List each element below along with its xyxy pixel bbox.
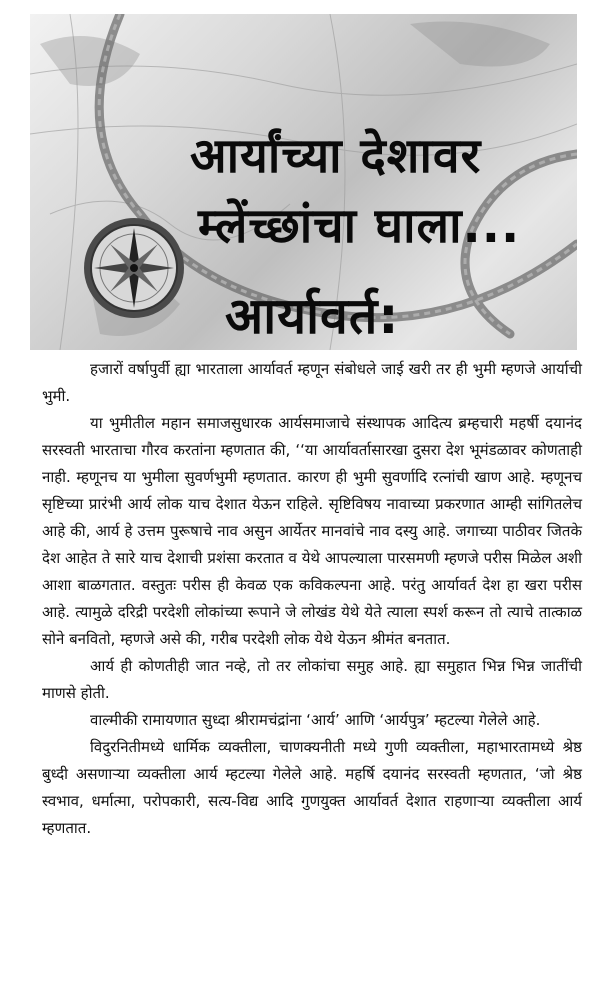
headline-line-2: म्लेंच्छांचा घाला... xyxy=(198,198,521,254)
paragraph-2: या भुमीतील महान समाजसुधारक आर्यसमाजाचे संस्थापक आदित्य ब्रम्हचारी महर्षी दयानंद सरस्वती भारताचा गौरव करतांना म्हणतात की, ‘‘या आर्यावर्तासारखा दुसरा देश भूमंडळावर कोणताही नाही. म्हणूनच या भुमीला सुवर्णभुमी म्हणतात. कारण ही भुमी सुवर्णादि रत्नांची खाण आहे. म्हणूनच सृष्टिच्या प्रारंभी आर्य लोक याच देशात येऊन राहिले. सृष्टिविषय नावाच्या प्रकरणात आम्ही सांगितलेच आहे की, आर्य हे उत्तम पुरूषाचे नाव असुन आर्येतर मानवांचे नाव दस्यु आहे. जगाच्या पाठीवर जितके देश आहेत ते सारे याच देशाची प्रशंसा करतात व येथे आपल्याला पारसमणी म्हणजे परीस मिळेल अशी आशा बाळगतात. वस्तुतः परीस ही केवळ एक कविकल्पना आहे. परंतु आर्यावर्त देश हा खरा परीस आहे. त्यामुळे दरिद्री परदेशी लोकांच्या रूपाने जे लोखंड येथे येते त्याला स्पर्श करून तो त्याचे तात्काळ सोने बनवितो, म्हणजे असे की, गरीब परदेशी लोक येथे येऊन श्रीमंत बनतात. xyxy=(42,414,582,648)
article-body xyxy=(42,356,582,842)
banner-image xyxy=(30,14,577,350)
headline-line-1: आर्यांच्या देशावर xyxy=(190,128,482,184)
paragraph-4: वाल्मीकी रामायणात सुध्दा श्रीरामचंद्रांना ‘आर्य’ आणि ‘आर्यपुत्र’ म्हटल्या गेलेले आहे. xyxy=(90,711,541,729)
paragraph-1: हजारों वर्षापुर्वी ह्या भारताला आर्यावर्त म्हणून संबोधले जाई खरी तर ही भुमी म्हणजे आर्याची भुमी. xyxy=(42,360,582,405)
paragraph-5: विदुरनितीमध्ये धार्मिक व्यक्तीला, चाणक्यनीती मध्ये गुणी व्यक्तीला, महाभारतामध्ये श्रेष्ठ बुध्दी असणाऱ्या व्यक्तीला आर्य म्हटल्या गेलेले आहे. महर्षि दयानंद सरस्वती म्हणतात, ‘जो श्रेष्ठ स्वभाव, धर्मात्मा, परोपकारी, सत्य-विद्य आदि गुणयुक्त आर्यावर्त देशात राहणाऱ्या व्यक्तीला आर्य म्हणतात. xyxy=(42,738,582,837)
paragraph-3: आर्य ही कोणतीही जात नव्हे, तो तर लोकांचा समुह आहे. ह्या समुहात भिन्न भिन्न जातींची माणसे होती. xyxy=(42,657,582,702)
compass-icon xyxy=(84,218,184,318)
headline-line-3: आर्यावर्त: xyxy=(225,287,400,345)
